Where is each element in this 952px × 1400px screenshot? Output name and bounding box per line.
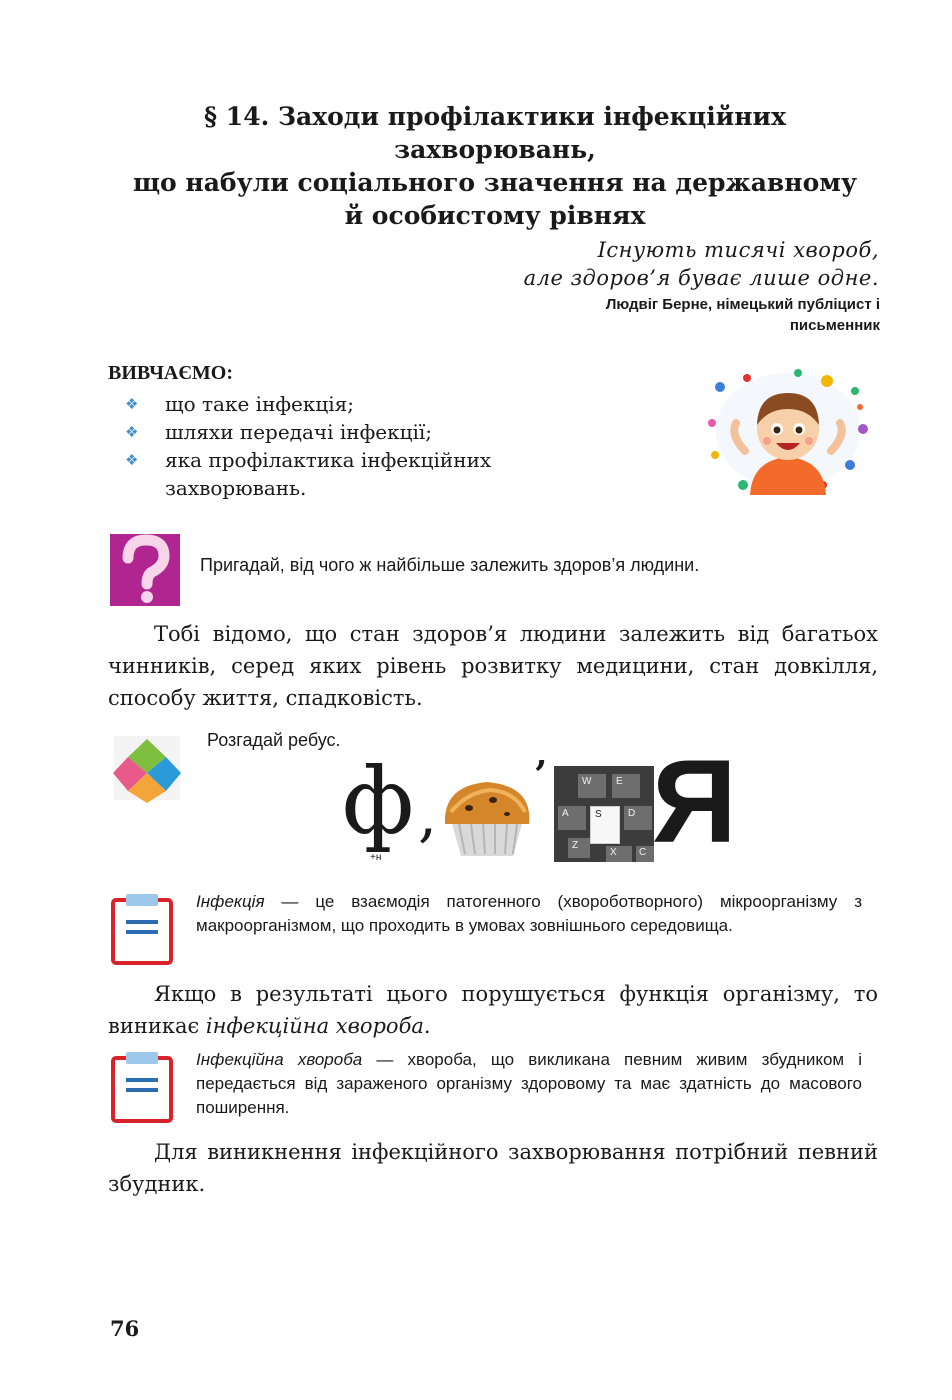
- rebus-letter-ya: Я: [652, 736, 737, 868]
- keyboard-image: [554, 766, 654, 862]
- diamond-bullet-icon: ❖: [125, 395, 139, 413]
- study-title: ВИВЧАЄМО:: [108, 362, 234, 384]
- study-item: ❖ шляхи передачі інфекції;: [125, 420, 433, 444]
- rebus-letter-sub: +н: [370, 852, 382, 863]
- paragraph-1: Тобі відомо, що стан здоров’я людини залежить від багатьох чинників, серед яких рівень розвитку медицини, стан довкілля, способу життя, спадковість.: [108, 622, 878, 710]
- page-number: 76: [110, 1316, 140, 1341]
- page-title: [100, 100, 890, 232]
- paragraph-2: Якщо в результаті цього порушується функція організму, то виникає інфекційна хвороба.: [108, 982, 878, 1038]
- key-z: Z: [568, 838, 590, 858]
- key-x: X: [606, 846, 632, 862]
- definition-term: Інфекція: [196, 892, 265, 911]
- key-a: A: [558, 806, 586, 830]
- key-e: E: [612, 774, 640, 798]
- study-item: ❖ яка профілактика інфекційних: [125, 448, 492, 472]
- rebus-apostrophe: ’: [534, 752, 548, 797]
- title-line-3: й особистому рівнях: [344, 201, 646, 230]
- remember-prompt: Пригадай, від чого ж найбільше залежить здоров’я людини.: [200, 555, 700, 575]
- puzzle-icon: [110, 733, 184, 803]
- key-w: W: [578, 774, 606, 798]
- epigraph-line-1: Існують тисячі хвороб,: [597, 238, 879, 262]
- boy-germs-illustration: [700, 365, 875, 497]
- rebus-prompt: Розгадай ребус.: [207, 730, 341, 750]
- paragraph-3: Для виникнення інфекційного захворювання потрібний певний збудник.: [108, 1140, 878, 1196]
- notepad-icon: [110, 1052, 174, 1124]
- key-s-highlighted: S: [590, 806, 620, 844]
- rebus-letter-f: ф: [342, 748, 415, 855]
- study-item: захворювань.: [165, 476, 307, 500]
- key-c: C: [636, 846, 654, 862]
- title-line-2: що набули соціального значення на державному: [133, 168, 857, 197]
- key-d: D: [624, 806, 652, 830]
- epigraph-line-2: але здоров’я буває лише одне.: [523, 266, 879, 290]
- definition-term: Інфекційна хвороба: [196, 1050, 363, 1069]
- diamond-bullet-icon: ❖: [125, 423, 139, 441]
- rebus-comma-1: ,: [418, 780, 438, 850]
- study-item: ❖ що таке інфекція;: [125, 392, 355, 416]
- notepad-icon: [110, 894, 174, 966]
- diamond-bullet-icon: ❖: [125, 451, 139, 469]
- definition-infectious-disease: Інфекційна хвороба — хвороба, що викликана певним живим збудником і передається від зараженого організму здоровому та має здатність до масового поширення.: [196, 1050, 863, 1117]
- epigraph-author: Людвіг Берне, німецький публіцист і письменник: [605, 296, 880, 334]
- question-icon: [110, 534, 180, 606]
- definition-infection: Інфекція — це взаємодія патогенного (хвороботворного) мікроорганізму з макроорганізмом, що проходить в умовах зовнішнього середовища.: [196, 892, 862, 935]
- title-line-1: § 14. Заходи профілактики інфекційних захворювань,: [204, 102, 786, 164]
- muffin-image: [437, 768, 537, 858]
